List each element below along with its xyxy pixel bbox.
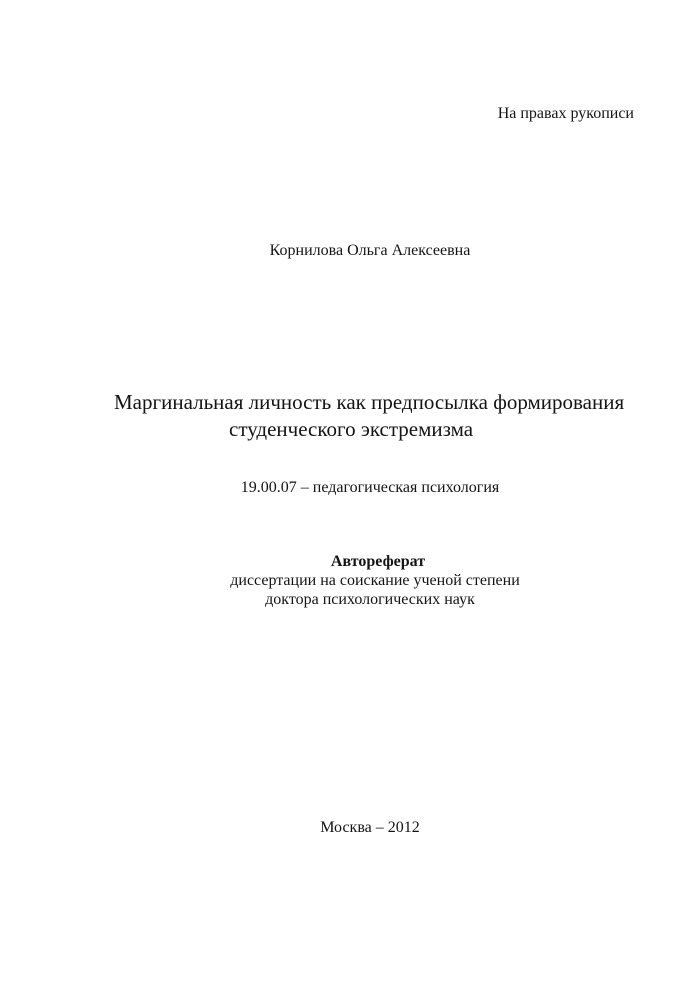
dissertation-title-line-1: Маргинальная личность как предпосылка формирования [114, 390, 625, 414]
specialty-code: 19.00.07 – педагогическая психология [240, 479, 500, 496]
dissertation-title-line-2: студенческого экстремизма [229, 417, 474, 441]
degree-purpose-line-1: диссертации на соискание ученой степени [230, 572, 520, 589]
manuscript-rights-note: На правах рукописи [497, 105, 634, 122]
author-name: Корнилова Ольга Алексеевна [269, 242, 471, 259]
document-type-heading: Автореферат [330, 553, 426, 570]
degree-purpose-line-2: доктора психологических наук [265, 591, 475, 608]
place-and-year: Москва – 2012 [320, 819, 420, 836]
